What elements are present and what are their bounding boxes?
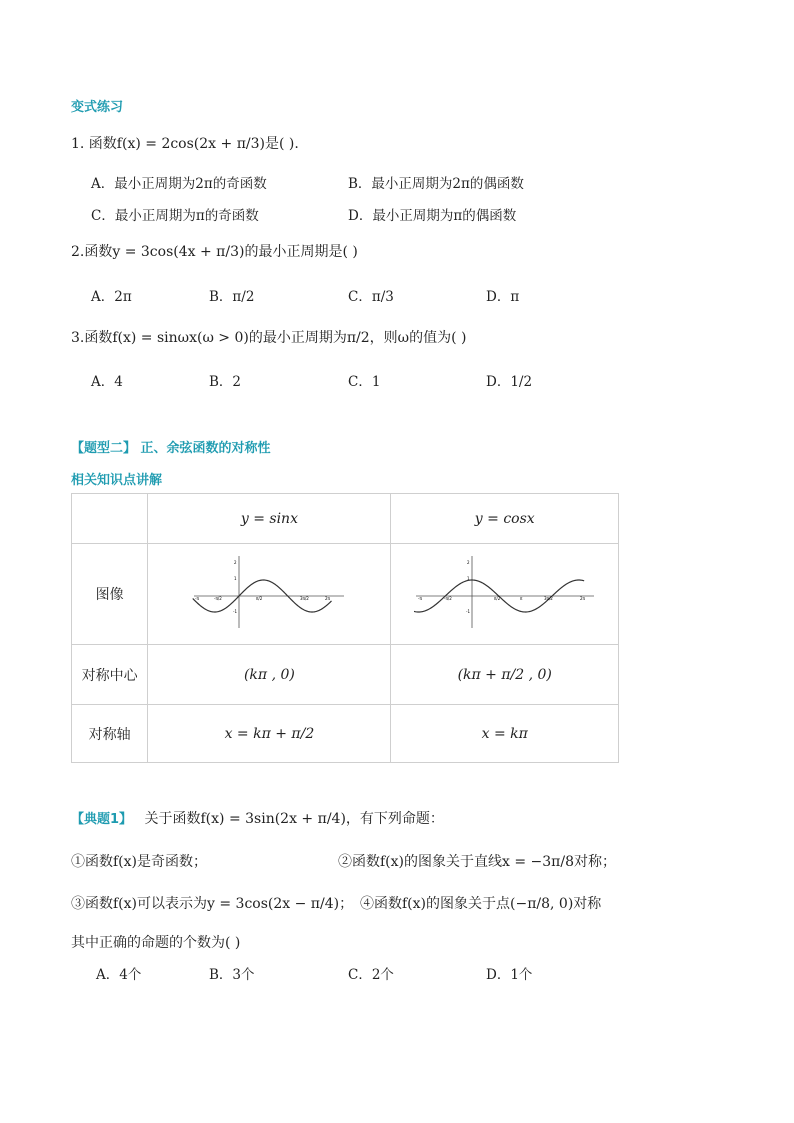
type2-heading: 【题型二】 正、余弦函数的对称性: [71, 441, 271, 456]
cos-symmetry-center: (kπ + π/2 , 0): [391, 645, 619, 705]
q1-option-c: C．最小正周期为π的奇函数: [91, 208, 259, 224]
q3-option-c: C．1: [348, 374, 381, 390]
q1-option-b: B．最小正周期为2π的偶函数: [348, 176, 524, 192]
cos-ytick-2: 2: [466, 560, 470, 565]
q3-option-a: A．4: [91, 374, 123, 390]
cos-xtick-2pi: 2π: [579, 596, 585, 601]
example-option-c: C．2个: [348, 967, 394, 983]
example-line: [71, 808, 444, 828]
sin-ytick-2: 2: [234, 560, 237, 565]
example-question: 其中正确的命题的个数为( ): [71, 935, 241, 951]
proposition-3: ③函数f(x)可以表示为y = 3cos(2x − π/4)；: [71, 896, 354, 912]
sin-xtick-neg-half-pi: -π/2: [214, 596, 223, 601]
cos-xtick-neg-pi: -π: [417, 596, 422, 601]
cos-xtick-3half-pi: 3π/2: [543, 596, 553, 601]
q3-option-b: B．2: [209, 374, 242, 390]
example-option-b: B．3个: [209, 967, 255, 983]
cos-graph-cell: [391, 544, 619, 645]
example-label: 【典题1】: [71, 812, 133, 827]
proposition-4: ④函数f(x)的图象关于点(−π/8, 0)对称: [360, 896, 602, 912]
cos-ytick-neg1: -1: [465, 609, 470, 614]
sin-symmetry-axis: x = kπ + π/2: [148, 705, 391, 763]
table-row-label-axis: 对称轴: [72, 705, 148, 763]
sin-symmetry-center: (kπ , 0): [148, 645, 391, 705]
proposition-2: ②函数f(x)的图象关于直线x = −3π/8对称；: [338, 854, 616, 870]
example-option-d: D．1个: [486, 967, 533, 983]
sin-ytick-1: 1: [234, 576, 237, 581]
q1-stem: 1. 函数f(x) = 2cos(2x + π/3)是( ).: [71, 136, 299, 152]
variant-heading: 变式练习: [71, 100, 124, 115]
proposition-1: ①函数f(x)是奇函数；: [71, 854, 208, 870]
table-row-label-center: 对称中心: [72, 645, 148, 705]
q2-option-c: C．π/3: [348, 289, 394, 305]
cos-graph: [414, 552, 596, 632]
q3-stem: 3.函数f(x) = sinωx(ω > 0)的最小正周期为π/2，则ω的值为( ): [71, 330, 467, 346]
table-row-label-graph: 图像: [72, 544, 148, 645]
sin-graph: [189, 552, 349, 632]
cos-symmetry-axis: x = kπ: [391, 705, 619, 763]
q1-option-a: A．最小正周期为2π的奇函数: [91, 176, 267, 192]
cos-ytick-1: 1: [466, 576, 470, 581]
sin-xtick-3half-pi: 3π/2: [300, 596, 310, 601]
q2-option-a: A．2π: [91, 289, 132, 305]
q2-option-d: D．π: [486, 289, 520, 305]
sin-ytick-neg1: -1: [233, 609, 238, 614]
type2-subheading: 相关知识点讲解: [71, 473, 163, 488]
cos-xtick-neg-half-pi: -π/2: [443, 596, 452, 601]
sin-graph-cell: [148, 544, 391, 645]
example-option-a: A．4个: [96, 967, 142, 983]
sin-xtick-half-pi: π/2: [256, 596, 263, 601]
table-corner-cell: [72, 494, 148, 544]
sin-xtick-neg-pi: -π: [195, 596, 200, 601]
table-header-cos: y = cosx: [391, 494, 619, 544]
cos-xtick-pi: π: [519, 596, 523, 601]
q3-option-d: D．1/2: [486, 374, 533, 390]
q1-option-d: D．最小正周期为π的偶函数: [348, 208, 517, 224]
sin-xtick-2pi: 2π: [325, 596, 331, 601]
table-header-sin: y = sinx: [148, 494, 391, 544]
cos-xtick-half-pi: π/2: [493, 596, 501, 601]
example-stem: 关于函数f(x) = 3sin(2x + π/4)，有下列命题：: [144, 811, 444, 827]
q2-stem: 2.函数y = 3cos(4x + π/3)的最小正周期是( ): [71, 244, 358, 260]
q2-option-b: B．π/2: [209, 289, 255, 305]
symmetry-table: [71, 493, 619, 763]
